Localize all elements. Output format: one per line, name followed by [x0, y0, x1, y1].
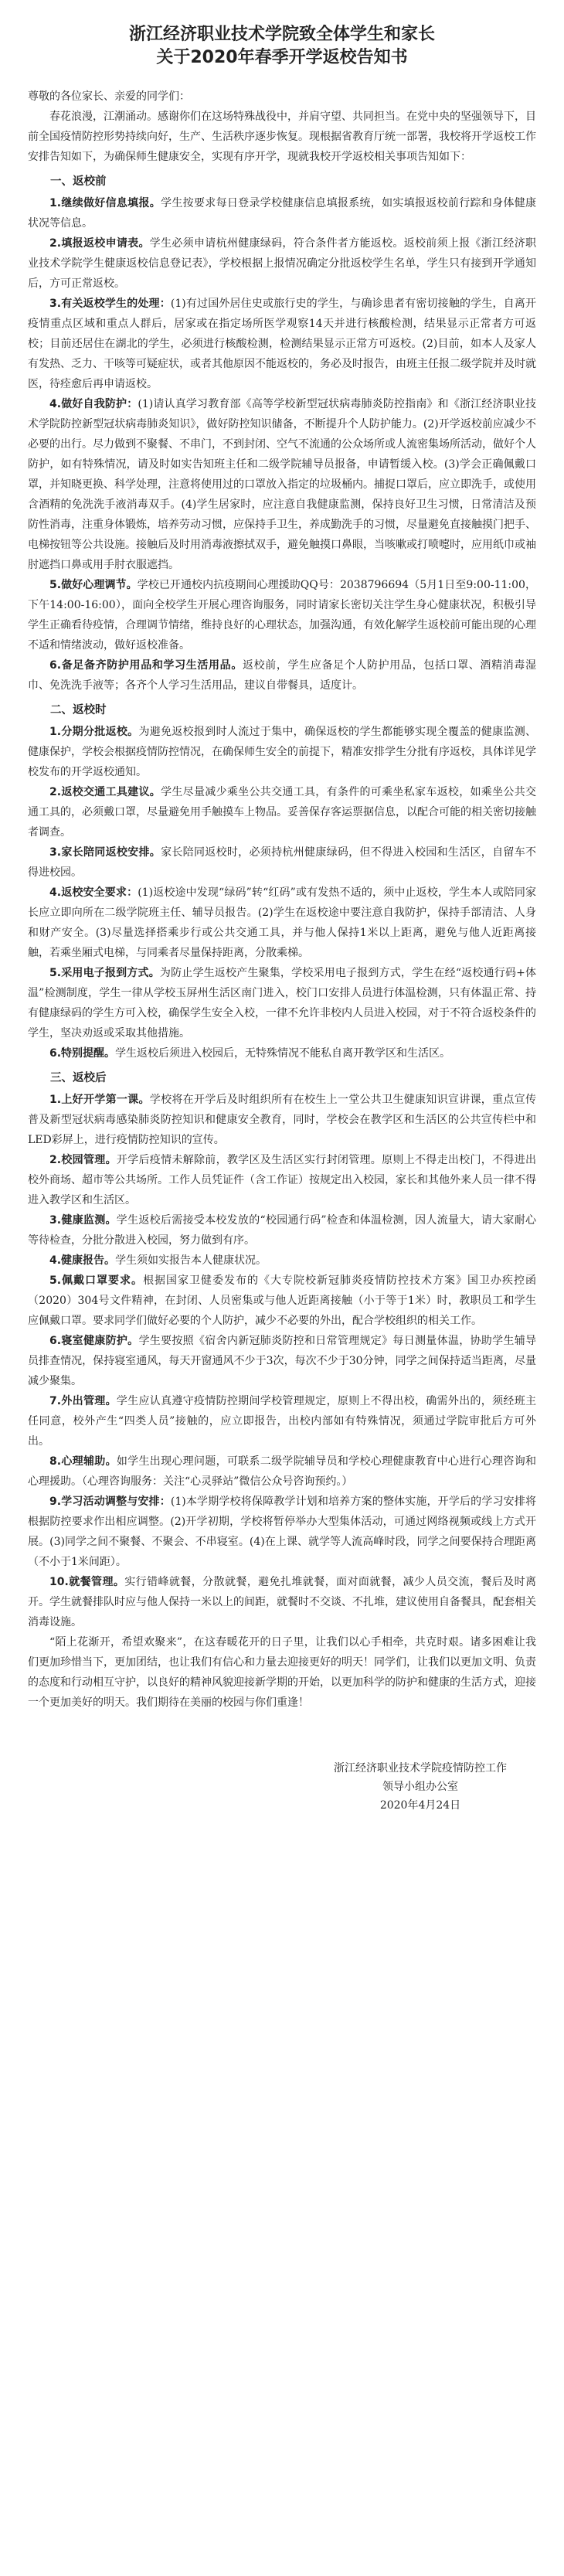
section-item — [28, 722, 536, 782]
section-item — [28, 575, 536, 655]
item-lead: 1.继续做好信息填报。 — [49, 197, 161, 209]
section-item — [28, 1331, 536, 1391]
salutation: 尊敬的各位家长、亲爱的同学们： — [28, 90, 190, 103]
item-text: 为防止学生返校产生聚集，学校采用电子报到方式，学生在经“返校通行码+体温”检测制度，学生一律从学校玉屏州生活区南门进入，校门口安排人员进行体温检测，只有体温正常、持有健康绿码的学生方可入校，确保学生安全入校，一律不允许非校内人员进入校园，对于不符合返校条件的学生，坚决劝返或采取其他措施。 — [28, 967, 536, 1040]
item-lead: 1.分期分批返校。 — [49, 726, 139, 738]
item-lead: 10.就餐管理。 — [49, 1576, 125, 1588]
item-lead: 7.外出管理。 — [49, 1395, 117, 1407]
item-lead: 3.健康监测。 — [49, 1214, 117, 1227]
item-text: (1)返校途中发现“绿码”转“红码”或有发热不适的，须中止返校，学生本人或陪同家长应立即向所在二级学院班主任、辅导员报告。(2)学生在返校途中要注意自我防护，保持手部清洁、人身和财产安全。(3)尽量选择搭乘步行或公共交通工具，并与他人保持1米以上距离，避免与他人近距离接触，若乘坐厢式电梯，与同乘者尽量保持距离，分散乘梯。 — [28, 886, 536, 959]
item-text: 学生须如实报告本人健康状况。 — [115, 1254, 267, 1267]
signature-org-line-2: 领导小组办公室 — [382, 1781, 458, 1793]
section-item — [28, 1251, 536, 1271]
item-lead: 5.采用电子报到方式。 — [49, 967, 160, 979]
item-lead: 9.学习活动调整与安排： — [49, 1496, 171, 1508]
item-text: 学生必须申请杭州健康绿码，符合条件者方能返校。返校前须上报《浙江经济职业技术学院学生健康返校信息登记表》，学校根据上报情况确定分批返校学生名单，学生只有接到开学通知后，方可正常返校。 — [28, 237, 537, 290]
item-text: 学生返校后须进入校园后，无特殊情况不能私自离开教学区和生活区。 — [115, 1047, 451, 1060]
item-lead: 2.返校交通工具建议。 — [49, 786, 161, 798]
item-text: (1)请认真学习教育部《高等学校新型冠状病毒肺炎防控指南》和《浙江经济职业技术学院防控新型冠状病毒肺炎知识》，做好防控知识储备，不断提升个人防护能力。(2)开学返校前应减少不必要的出行。尽力做到不聚餐、不串门，不到封闭、空气不流通的公众场所或人流密集场所活动，做好个人防护，如有特殊情况，请及时如实告知班主任和二级学院辅导员报备，申请暂缓入校。(3)学会正确佩戴口罩，并知晓更换、科学处理，注意将使用过的口罩放入指定的垃圾桶内。捕捉口罩后，应立即洗手，或使用含酒精的免洗洗手液消毒双手。(4)学生居家时，应注意自我健康监测，保持良好卫生习惯，日常清洁及预防性消毒，注重身体锻炼，培养劳动习惯，应保持手卫生，养成勤洗手的习惯，尽量避免直接触摸门把手、电梯按钮等公共设施。接触后及时用消毒液擦拭双手，避免触摸口鼻眼，当咳嗽或打喷嚏时，应用纸巾或袖肘遮挡口鼻或用手肘衣服遮挡。 — [28, 398, 536, 571]
item-lead: 3.有关返校学生的处理： — [49, 298, 171, 310]
item-lead: 6.特别提醒。 — [49, 1047, 116, 1060]
notice-title — [28, 23, 536, 70]
section-item — [28, 294, 536, 394]
item-text: 根据国家卫健委发布的《大专院校新冠肺炎疫情防控技术方案》国卫办疾控函（2020）304号文件精神，在封闭、人员密集或与他人近距离接触（小于等于1米）时，教职员工和学生应佩戴口罩。要求同学们做好必要的个人防护，减少不必要的外出，配合学校组织的相关工作。 — [28, 1274, 537, 1327]
item-text: (1)本学期学校将保障教学计划和培养方案的整体实施，开学后的学习安排将根据防控要求作出相应调整。(2)开学初期，学校将暂停举办大型集体活动，可通过网络视频或线上方式开展。(3)同学之间不聚餐、不聚会、不串寝室。(4)在上课、就学等人流高峰时段，同学之间要保持合理距离（不小于1米间距）。 — [28, 1496, 536, 1568]
section-item — [28, 655, 536, 696]
section-item — [28, 1150, 536, 1210]
item-text: 开学后疫情未解除前，教学区及生活区实行封闭管理。原则上不得走出校门，不得进出校外商场、超市等公共场所。工作人员凭证件（含工作证）按规定出入校园，家长和其他外来人员一律不得进入教学区和生活区。 — [28, 1154, 537, 1206]
section-item — [28, 1043, 536, 1063]
item-lead: 5.做好心理调节。 — [49, 579, 138, 591]
item-lead: 6.备足备齐防护用品和学习生活用品。 — [49, 659, 243, 672]
section-heading: 二、返校时 — [50, 704, 107, 716]
item-lead: 8.心理辅助。 — [49, 1455, 117, 1468]
section-item — [28, 1271, 536, 1331]
signature-org-line-1: 浙江经济职业技术学院疫情防控工作 — [334, 1762, 507, 1775]
item-text: 学生尽量减少乘坐公共交通工具，有条件的可乘坐私家车返校，如乘坐公共交通工具的，必须戴口罩，尽量避免用手触摸车上物品。妥善保存客运票据信息，以配合可能的相关密切接触者调查。 — [28, 786, 537, 839]
item-text: 返校前，学生应备足个人防护用品，包括口罩、酒精消毒湿巾、免洗洗手液等；各齐个人学习生活用品，建议自带餐具，适度计。 — [28, 659, 537, 692]
item-text: 学校将在开学后及时组织所有在校生上一堂公共卫生健康知识宣讲课，重点宣传普及新型冠状病毒感染肺炎防控知识和健康安全教育，同时，学校会在教学区和生活区的公共宣传栏中和LED彩屏上，进行疫情防控知识的宣传。 — [28, 1094, 537, 1146]
section-item — [28, 1391, 536, 1451]
signature-block — [28, 1759, 536, 1815]
item-text: 为避免返校报到时人流过于集中，确保返校的学生都能够实现全覆盖的健康监测、健康保护，学校会根据疫情防控情况，在确保师生安全的前提下，精准安排学生分批有序返校，具体详见学校发布的开学返校通知。 — [28, 726, 536, 778]
item-lead: 6.寝室健康防护。 — [49, 1335, 139, 1347]
section-item — [28, 883, 536, 963]
section-item — [28, 1210, 536, 1251]
sections-container — [28, 172, 536, 1632]
item-lead: 5.佩戴口罩要求。 — [49, 1274, 144, 1287]
item-lead: 4.返校安全要求： — [49, 886, 138, 899]
item-text: 学生应认真遵守疫情防控期间学校管理规定，原则上不得出校，确需外出的，须经班主任同意，校外产生“四类人员”接触的，应立即报告，出校内部如有特殊情况，须通过学院审批后方可外出。 — [28, 1395, 537, 1448]
section-item — [28, 1492, 536, 1572]
section-heading: 三、返校后 — [50, 1072, 107, 1084]
title-line-1: 浙江经济职业技术学院致全体学生和家长 — [128, 25, 435, 44]
item-text: 学生返校后需接受本校发放的“校园通行码”检查和体温检测，因人流量大，请大家耐心等待检查，分批分散进入校园，努力做到有序。 — [28, 1214, 536, 1247]
item-lead: 3.家长陪同返校安排。 — [49, 846, 161, 859]
item-text: 学生要按照《宿舍内新冠肺炎防控和日常管理规定》每日测量体温，协助学生辅导员排查情况，保持寝室通风，每天开窗通风不少于3次，每次不少于30分钟，同学之间保持适当距离，尽量减少聚集。 — [28, 1335, 536, 1387]
item-lead: 4.健康报告。 — [49, 1254, 116, 1267]
signature-date: 2020年4月24日 — [379, 1799, 461, 1812]
item-text: 家长陪同返校时，必须持杭州健康绿码，但不得进入校园和生活区，自留车不得进校园。 — [28, 846, 537, 879]
intro-paragraph: 春花浪漫，江潮涌动。感谢你们在这场特殊战役中，并肩守望、共同担当。在党中央的坚强领导下，目前全国疫情防控形势持续向好，生产、生活秩序逐步恢复。现根据省教育厅统一部署，我校将开学返校工作安排告知如下，为确保师生健康安全，实现有序开学，现就我校开学返校相关事项告知如下： — [28, 111, 536, 163]
item-text: 实行错峰就餐，分散就餐，避免扎堆就餐，面对面就餐，减少人员交流，餐后及时离开。学生就餐排队时应与他人保持一米以上的间距，就餐时不交谈、不扎堆，建议使用自备餐具，配套相关消毒设施。 — [28, 1576, 536, 1628]
item-text: 如学生出现心理问题，可联系二级学院辅导员和学校心理健康教育中心进行心理咨询和心理援助。（心理咨询服务：关注“心灵驿站”微信公众号咨询预约。） — [28, 1455, 537, 1488]
section-item — [28, 1090, 536, 1150]
section-item — [28, 394, 536, 575]
item-text: 学生按要求每日登录学校健康信息填报系统，如实填报返校前行踪和身体健康状况等信息。 — [28, 197, 537, 230]
item-lead: 2.校园管理。 — [49, 1154, 117, 1166]
item-lead: 1.上好开学第一课。 — [49, 1094, 150, 1106]
item-text: (1)有过国外居住史或旅行史的学生，与确诊患者有密切接触的学生，自离开疫情重点区域和重点人群后，居家或在指定场所医学观察14天并进行核酸检测，结果显示正常者方可返校；目前还居住在湖北的学生，必须进行核酸检测，检测结果显示正常方可返校。(2)目前，如本人及家人有发热、乏力、干咳等可疑症状，或者其他原因不能返校的，务必及时报告，由班主任报二级学院并及时就医，待痊愈后再申请返校。 — [28, 298, 536, 390]
section-item — [28, 963, 536, 1043]
item-text: 学校已开通校内抗疫期间心理援助QQ号：2038796694（5月1日至9:00-11:00，下午14:00-16:00），面向全校学生开展心理咨询服务，同时请家长密切关注学生身心健康状况，积极引导学生正确看待疫情，合理调节情绪，维持良好的心理状态，加强沟通，有效化解学生返校前可能出现的心理不适和情绪波动，做好返校准备。 — [28, 579, 536, 652]
closing-paragraph: “陌上花渐开，希望欢聚来”，在这春暖花开的日子里，让我们以心手相牵，共克时艰。诸多困难让我们更加珍惜当下，更加团结，也让我们有信心和力量去迎接更好的明天！同学们，让我们以更加文明、负责的态度和行动相互守护，以良好的精神风貌迎接新学期的开始，以更加科学的防护和健康的生活方式，迎接一个更加美好的明天。我们期待在美丽的校园与你们重逢！ — [28, 1636, 536, 1709]
section-item — [28, 1572, 536, 1632]
section-item — [28, 233, 536, 294]
section-heading: 一、返校前 — [50, 175, 107, 188]
item-lead: 4.做好自我防护： — [49, 398, 138, 410]
notice-body — [28, 87, 536, 1713]
section-item — [28, 193, 536, 233]
item-lead: 2.填报返校申请表。 — [49, 237, 150, 250]
section-item — [28, 842, 536, 883]
section-item — [28, 782, 536, 842]
title-line-2: 关于2020年春季开学返校告知书 — [156, 48, 408, 67]
section-item — [28, 1451, 536, 1492]
